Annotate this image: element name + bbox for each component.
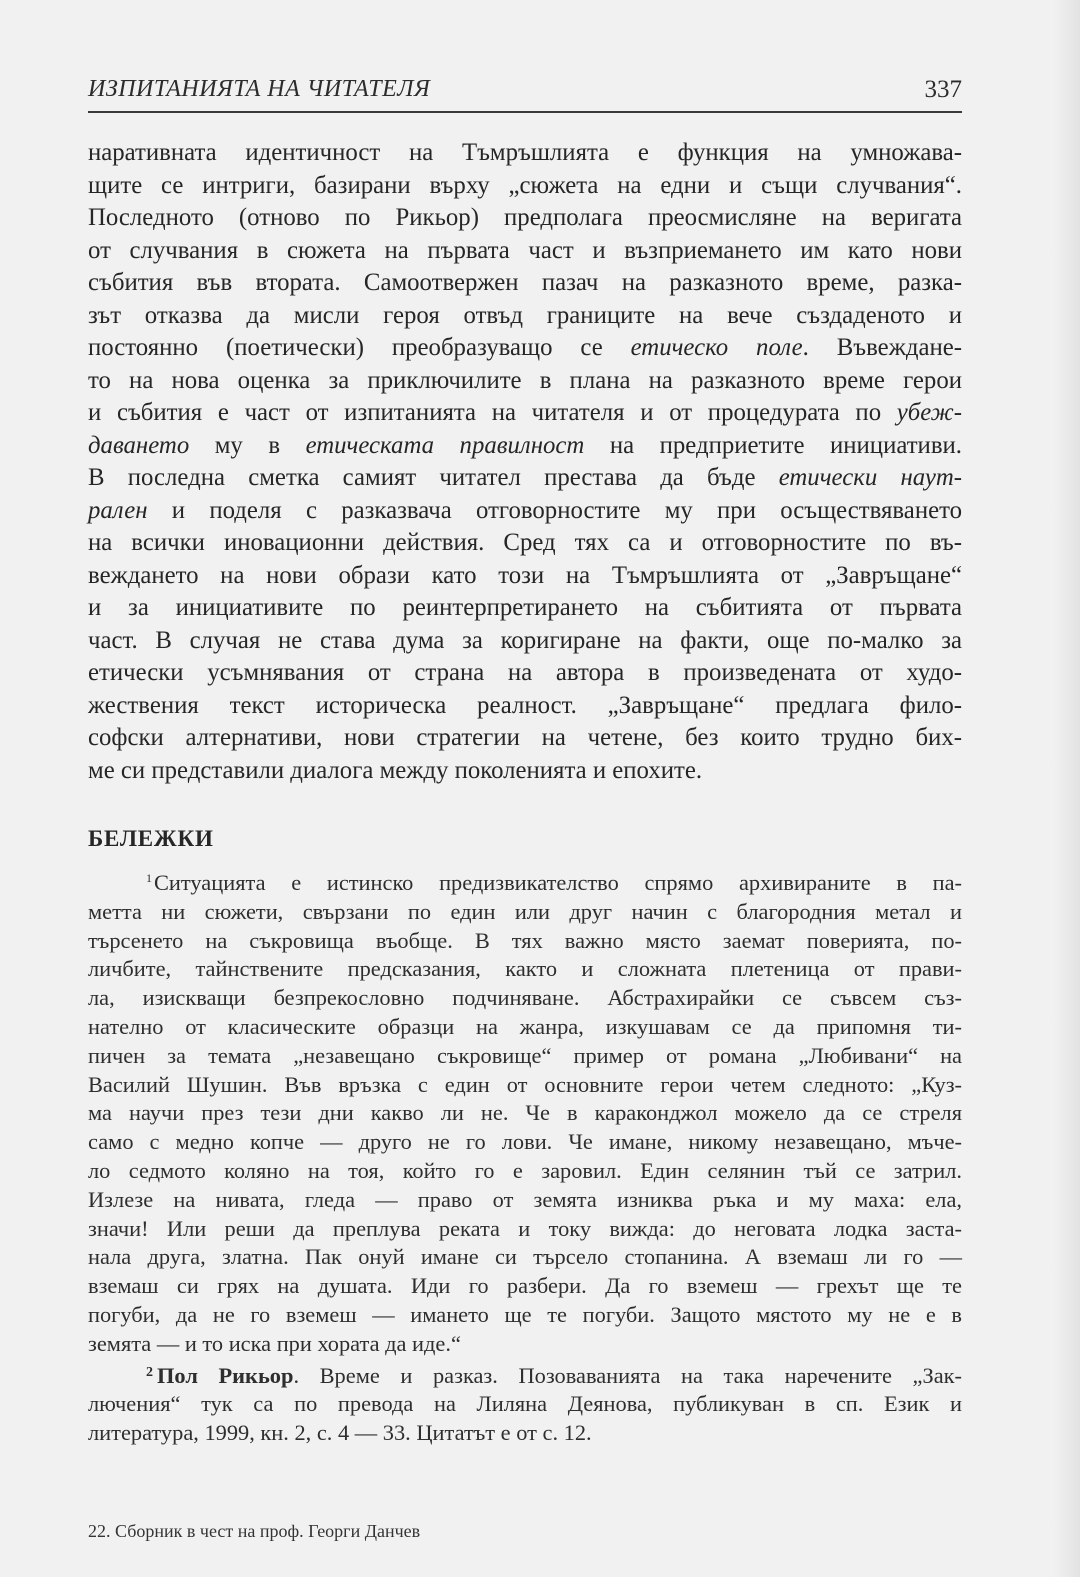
main-paragraph (88, 137, 962, 787)
page-number: 337 (924, 76, 962, 103)
footer-signature: 22. Сборник в чест на проф. Георги Данчев (88, 1521, 421, 1541)
note-2-author: Пол Рикьор (157, 1362, 294, 1388)
running-title: ИЗПИТАНИЯТА НА ЧИТАТЕЛЯ (88, 76, 431, 102)
body-line (88, 332, 962, 365)
emphasis: етическо поле (630, 334, 803, 361)
note-1-line: личбите, тайнствените предсказания, както и сложната плетеница от прави- (88, 956, 962, 982)
endnotes (88, 864, 962, 1448)
body-line (88, 430, 962, 463)
note-text-run: . Време и разказ. Позоваванията на така наречените „Зак- (293, 1362, 962, 1388)
body-line: ме си представили диалога между поколенията и епохите. (88, 756, 703, 784)
note-1-line: значи! Или реши да преплува реката и току вижда: до неговата лодка заста- (88, 1215, 962, 1241)
body-line: наративната идентичност на Тъмръшлията е функция на умножава- (88, 139, 962, 166)
body-text-run: му в (189, 431, 306, 459)
body-line: щите се интриги, базирани върху „сюжета на едни и същи случвания“. (88, 171, 962, 199)
note-1-line (88, 864, 962, 898)
body-line: Последното (отново по Рикьор) предполага преосмисляне на веригата (88, 204, 962, 231)
page-header (88, 74, 962, 114)
body-line: веждането на нови образи като този на Тъмръшлията от „Завръщане“ (88, 561, 962, 589)
note-1-line: земята — и то иска при хората да иде.“ (88, 1330, 461, 1356)
emphasis: етическата правилност (305, 431, 585, 459)
emphasis: даването (88, 431, 190, 459)
note-1-line: метта ни сюжети, свързани по един или друг начин с благородния метал и (88, 898, 962, 924)
body-line (88, 397, 962, 430)
body-text-run: на предприетите инициативи. (584, 431, 962, 459)
body-text-run: и събития е част от изпитанията на читателя и от процедурата по (88, 399, 897, 426)
body-line: то на нова оценка за приключилите в плана на разказното време герои (88, 366, 962, 394)
note-2-line (88, 1359, 962, 1391)
body-text-run: В последна сметка самият читател престава да бъде (88, 464, 779, 491)
body-text-run: и поделя с разказвача отговорностите му при осъществяването (147, 496, 962, 524)
page-edge (1054, 0, 1080, 1577)
emphasis: убеж- (896, 399, 962, 426)
body-text-run: постоянно (поетически) преобразуващо се (88, 334, 631, 361)
note-1-line: нала друга, златна. Пак онуй имане си търсело стопанина. А вземаш ли го — (88, 1244, 962, 1270)
body-line: софски алтернативи, нови стратегии на четене, без които трудно бих- (88, 724, 962, 751)
note-1-marker: 1 (146, 871, 152, 885)
notes-heading: БЕЛЕЖКИ (88, 826, 214, 851)
note-1-line: ма научи през тези дни какво ли не. Че в караконджол можело да се стреля (88, 1100, 962, 1126)
note-1-line: погуби, да не го вземеш — имането ще те погуби. Защото мястото му не е в (88, 1301, 962, 1327)
note-2-line: лючения“ тук са по превода на Лиляна Деянова, публикуван в сп. Език и (88, 1391, 962, 1417)
header-rule (88, 111, 962, 113)
note-1-line: ла, изискващи безпрекословно подчиняване. Абстрахирайки се съвсем съз- (88, 985, 962, 1011)
note-1-line: търсенето на съкровища въобще. В тях важно място заемат поверията, по- (88, 927, 962, 953)
note-2-marker: 2 (146, 1364, 153, 1380)
body-line (88, 495, 962, 528)
body-line: от случвания в сюжета на първата част и възприемането им като нови (88, 236, 962, 264)
note-1-line: Василий Шушин. Във връзка с един от основните герои четем следното: „Куз- (88, 1071, 962, 1097)
body-line: зът отказва да мисли героя отвъд границите на вече създаденото и (88, 301, 962, 329)
body-line: етически усъмнявания от страна на автора в произведената от худо- (88, 659, 962, 686)
body-line: жествения текст историческа реалност. „Завръщане“ предлага фило- (88, 691, 962, 719)
note-1-line: Излезе на нивата, гледа — право от земята изниква ръка и му маха: ела, (88, 1186, 962, 1212)
emphasis: рален (88, 496, 148, 524)
body-text-run: . Въвеждане- (802, 334, 962, 361)
body-line: и за инициативите по реинтерпретирането на събитията от първата (88, 594, 962, 621)
body-line: част. В случая не става дума за коригиране на факти, още по-малко за (88, 626, 962, 654)
note-2-line: литература, 1999, кн. 2, с. 4 — 33. Цитатът е от с. 12. (88, 1420, 592, 1446)
emphasis: етически наут- (778, 464, 962, 491)
note-1-line: вземаш си грях на душата. Иди го разбери. Да го вземеш — грехът ще те (88, 1273, 962, 1299)
note-text-run: Ситуацията е истинско предизвикателство спрямо архивираните в па- (154, 870, 962, 895)
note-1-line: ло седмото коляно на тоя, който го е заровил. Един селянин тъй се затрил. (88, 1157, 962, 1183)
body-line: събития във втората. Самоотвержен пазач на разказното време, разка- (88, 269, 962, 296)
body-line (88, 462, 962, 495)
body-line: на всички иновационни действия. Сред тях са и отговорностите по въ- (88, 529, 962, 556)
note-1-line: нателно от класическите образци на жанра, изкушавам се да припомня ти- (88, 1013, 962, 1039)
note-1-line: пичен за темата „незавещано съкровище“ пример от романа „Любивани“ на (88, 1042, 962, 1068)
note-1-line: само с медно копче — друго не го лови. Че имане, никому незавещано, мъче- (88, 1129, 962, 1155)
